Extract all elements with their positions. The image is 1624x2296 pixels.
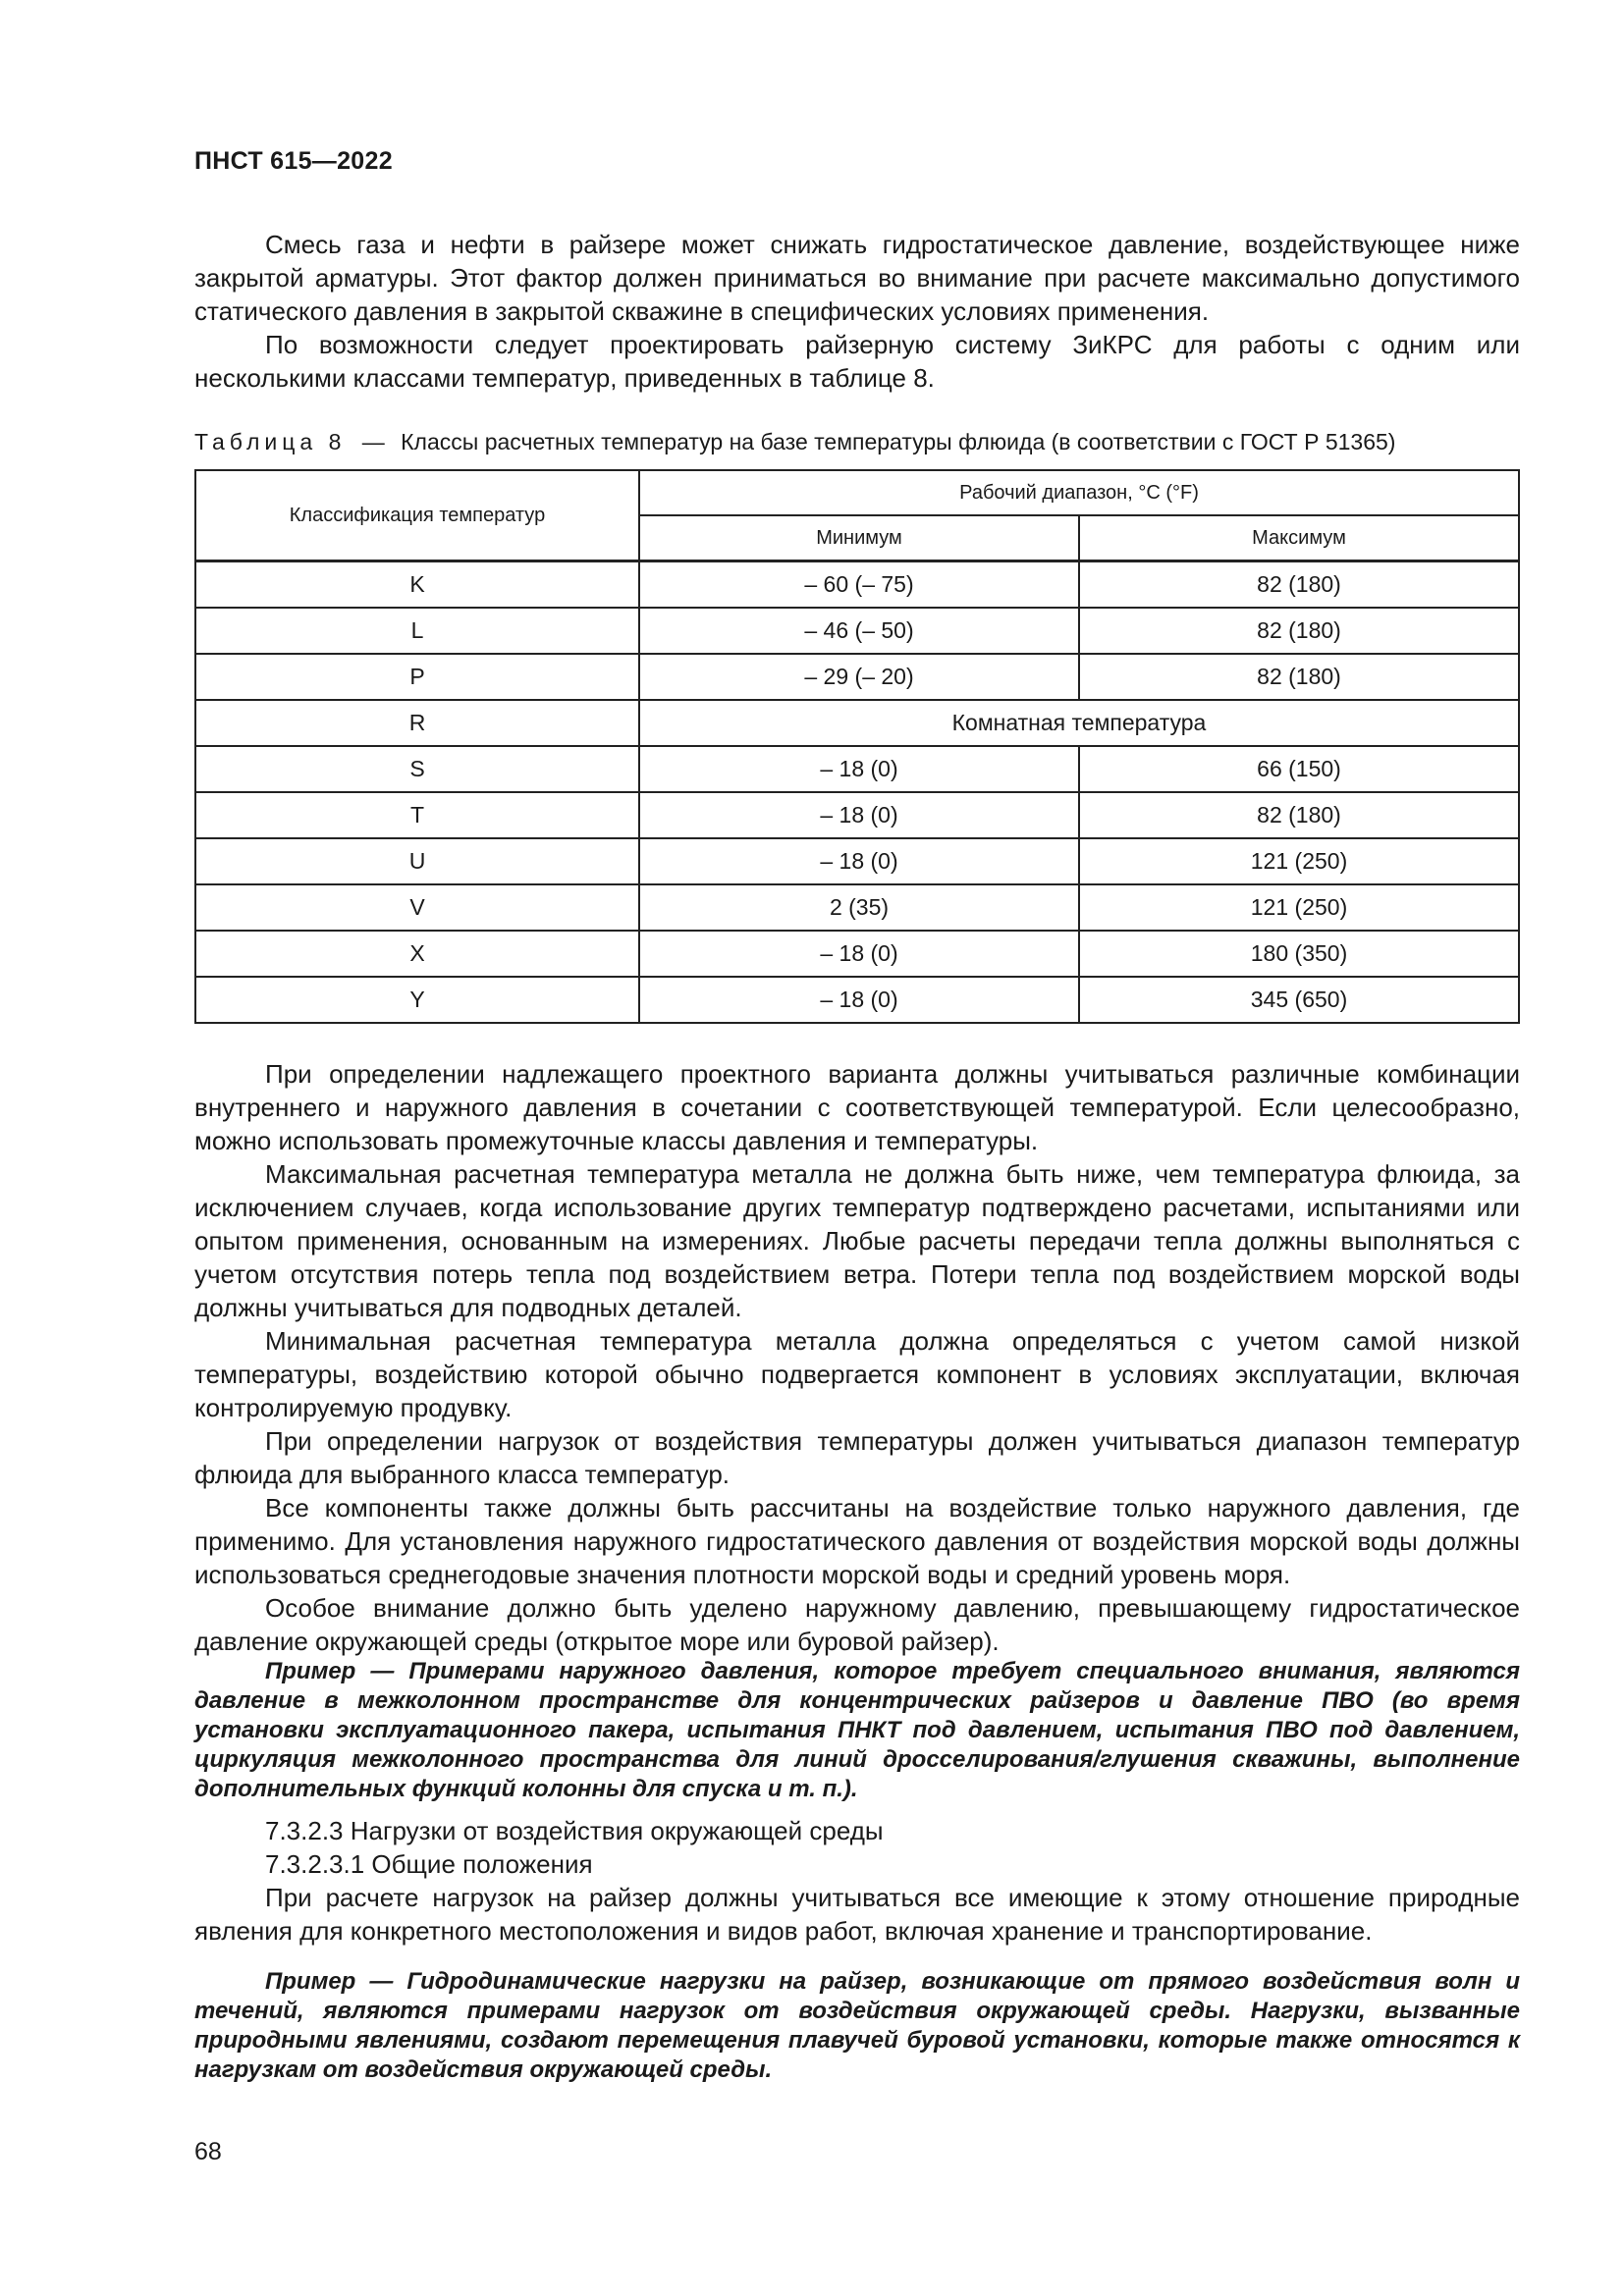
header-min: Минимум bbox=[639, 515, 1079, 561]
header-max: Максимум bbox=[1079, 515, 1519, 561]
paragraph: При расчете нагрузок на райзер должны учитываться все имеющие к этому отношение природные явления для конкретного местоположения и видов работ, включая хранение и транспортирование. bbox=[194, 1883, 1520, 1946]
paragraph: Минимальная расчетная температура металла должна определяться с учетом самой низкой температуры, воздействию которой обычно подвергается компонент в условиях эксплуатации, включая контролируемую продувку. bbox=[194, 1326, 1520, 1422]
cell-class: L bbox=[195, 608, 639, 654]
subsection-heading: 7.3.2.3.1 Общие положения bbox=[265, 1849, 593, 1879]
table-caption bbox=[194, 425, 1520, 458]
cell-min: – 18 (0) bbox=[639, 977, 1079, 1023]
cell-min: – 18 (0) bbox=[639, 838, 1079, 884]
cell-max: 66 (150) bbox=[1079, 746, 1519, 792]
cell-min: 2 (35) bbox=[639, 884, 1079, 931]
cell-class: U bbox=[195, 838, 639, 884]
cell-min: – 18 (0) bbox=[639, 931, 1079, 977]
cell-max: 82 (180) bbox=[1079, 792, 1519, 838]
cell-class: T bbox=[195, 792, 639, 838]
cell-min: – 46 (– 50) bbox=[639, 608, 1079, 654]
cell-min: – 60 (– 75) bbox=[639, 561, 1079, 609]
cell-class: X bbox=[195, 931, 639, 977]
cell-max: 345 (650) bbox=[1079, 977, 1519, 1023]
paragraph: При определении нагрузок от воздействия температуры должен учитываться диапазон температур флюида для выбранного класса температур. bbox=[194, 1426, 1520, 1489]
table-row bbox=[195, 746, 1519, 792]
cell-max: 121 (250) bbox=[1079, 884, 1519, 931]
section-heading: 7.3.2.3 Нагрузки от воздействия окружающей среды bbox=[265, 1816, 884, 1845]
cell-max: 121 (250) bbox=[1079, 838, 1519, 884]
document-code: ПНСТ 615—2022 bbox=[194, 147, 393, 175]
paragraph: Особое внимание должно быть уделено наружному давлению, превышающему гидростатическое давление окружающей среды (открытое море или буровой райзер). bbox=[194, 1593, 1520, 1656]
example-text: Пример — Примерами наружного давления, которое требует специального внимания, являются давление в межколонном пространстве для концентрических райзеров и давление ПВО (во время установки эксплуатационного пакера, испытания ПНКТ под давлением, испытания ПВО под давлением, циркуляция межколонного пространства для линий дросселирования/глушения скважины, выполнение дополнительных функций колонны для спуска и т. п.). bbox=[194, 1658, 1520, 1802]
cell-class: S bbox=[195, 746, 639, 792]
cell-class: V bbox=[195, 884, 639, 931]
table-caption-text: Классы расчетных температур на базе температуры флюида (в соответствии с ГОСТ Р 51365) bbox=[401, 429, 1396, 454]
cell-max: 82 (180) bbox=[1079, 561, 1519, 609]
temperature-classes-table bbox=[194, 469, 1520, 1024]
cell-class: Y bbox=[195, 977, 639, 1023]
paragraph: Максимальная расчетная температура металла не должна быть ниже, чем температура флюида, за исключением случаев, когда использование других температур подтверждено расчетами, испытаниями или опытом применения, основанным на измерениях. Любые расчеты передачи тепла должны выполняться с учетом отсутствия потерь тепла под воздействием ветра. Потери тепла под воздействием морской воды должны учитываться для подводных деталей. bbox=[194, 1159, 1520, 1322]
header-range: Рабочий диапазон, °С (°F) bbox=[639, 470, 1519, 515]
paragraph: При определении надлежащего проектного варианта должны учитываться различные комбинации внутреннего и наружного давления в сочетании с соответствующей температурой. Если целесообразно, можно использовать промежуточные классы давления и температуры. bbox=[194, 1059, 1520, 1155]
table-row bbox=[195, 700, 1519, 746]
main-text bbox=[194, 1057, 1520, 1658]
cell-min: – 29 (– 20) bbox=[639, 654, 1079, 700]
paragraph: По возможности следует проектировать райзерную систему ЗиКРС для работы с одним или несколькими классами температур, приведенных в таблице 8. bbox=[194, 330, 1520, 393]
table-row bbox=[195, 931, 1519, 977]
table-row bbox=[195, 561, 1519, 609]
table-row bbox=[195, 884, 1519, 931]
cell-min: – 18 (0) bbox=[639, 746, 1079, 792]
cell-max: 82 (180) bbox=[1079, 608, 1519, 654]
table-caption-dash: — bbox=[361, 429, 385, 454]
header-classification: Классификация температур bbox=[195, 470, 639, 561]
cell-class: P bbox=[195, 654, 639, 700]
cell-max: 82 (180) bbox=[1079, 654, 1519, 700]
example-note bbox=[194, 1657, 1520, 1804]
example-text: Пример — Гидродинамические нагрузки на райзер, возникающие от прямого воздействия волн и течений, являются примерами нагрузок от воздействия окружающей среды. Нагрузки, вызванные природными явлениями, создают перемещения плавучей буровой установки, которые также относятся к нагрузкам от воздействия окружающей среды. bbox=[194, 1968, 1520, 2083]
example-note bbox=[194, 1967, 1520, 2085]
table-caption-label: Таблица 8 bbox=[194, 429, 347, 454]
page-number: 68 bbox=[194, 2138, 222, 2165]
section-7-3-2-3 bbox=[194, 1814, 1520, 1948]
table-row bbox=[195, 608, 1519, 654]
table-row bbox=[195, 977, 1519, 1023]
cell-merged: Комнатная температура bbox=[639, 700, 1519, 746]
cell-min: – 18 (0) bbox=[639, 792, 1079, 838]
cell-class: R bbox=[195, 700, 639, 746]
intro-text bbox=[194, 228, 1520, 395]
table-row bbox=[195, 654, 1519, 700]
table-row bbox=[195, 838, 1519, 884]
table-row bbox=[195, 792, 1519, 838]
cell-class: K bbox=[195, 561, 639, 609]
paragraph: Все компоненты также должны быть рассчитаны на воздействие только наружного давления, где применимо. Для установления наружного гидростатического давления от воздействия морской воды должны использоваться среднегодовые значения плотности морской воды и средний уровень моря. bbox=[194, 1493, 1520, 1589]
paragraph: Смесь газа и нефти в райзере может снижать гидростатическое давление, воздействующее ниже закрытой арматуры. Этот фактор должен приниматься во внимание при расчете максимально допустимого статического давления в закрытой скважине в специфических условиях применения. bbox=[194, 230, 1520, 326]
cell-max: 180 (350) bbox=[1079, 931, 1519, 977]
